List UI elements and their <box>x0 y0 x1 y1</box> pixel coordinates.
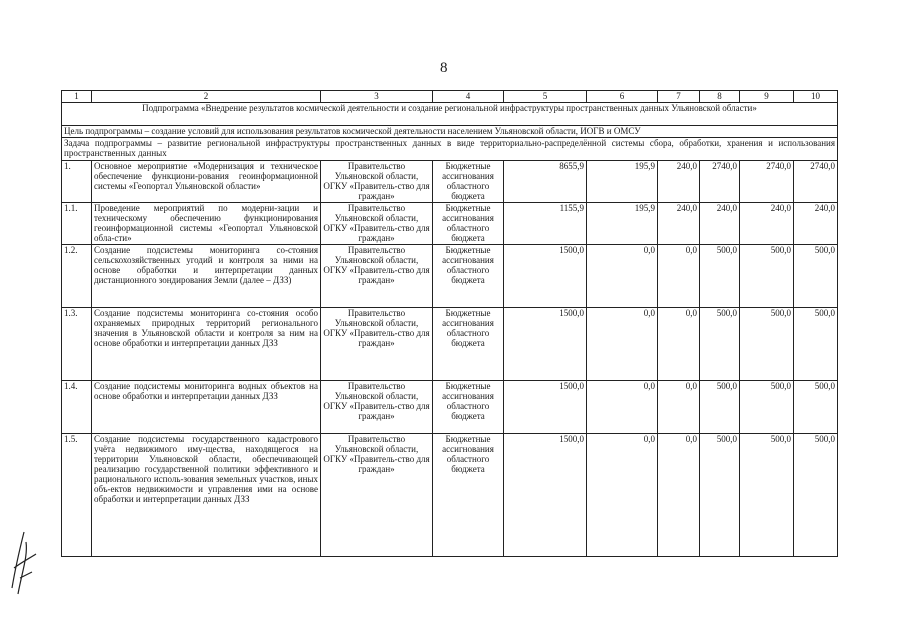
cell-num: 1.2. <box>62 245 92 308</box>
cell-executor: Правительство Ульяновской области, ОГКУ «Правитель-ство для граждан» <box>321 381 433 434</box>
cell-y2: 0,0 <box>658 381 700 434</box>
subprogram-goal: Цель подпрограммы – создание условий для использования результатов космической деятельности населением Ульяновской области, ИОГВ и ОМСУ <box>62 126 838 138</box>
cell-y5: 500,0 <box>794 434 838 557</box>
page-number: 8 <box>440 60 448 76</box>
cell-num: 1. <box>62 161 92 203</box>
cell-y1: 195,9 <box>587 203 658 245</box>
cell-y5: 500,0 <box>794 245 838 308</box>
col-header: 5 <box>504 91 587 103</box>
col-header: 2 <box>92 91 321 103</box>
cell-y2: 0,0 <box>658 434 700 557</box>
cell-num: 1.5. <box>62 434 92 557</box>
cell-executor: Правительство Ульяновской области, ОГКУ «Правитель-ство для граждан» <box>321 245 433 308</box>
cell-y4: 240,0 <box>740 203 794 245</box>
budget-table <box>61 90 838 557</box>
cell-executor: Правительство Ульяновской области, ОГКУ «Правитель-ство для граждан» <box>321 308 433 381</box>
col-header: 9 <box>740 91 794 103</box>
cell-y5: 500,0 <box>794 381 838 434</box>
cell-y1: 0,0 <box>587 381 658 434</box>
col-header: 4 <box>433 91 504 103</box>
cell-y2: 0,0 <box>658 308 700 381</box>
cell-num: 1.3. <box>62 308 92 381</box>
table-row <box>62 161 838 203</box>
col-header: 1 <box>62 91 92 103</box>
cell-total: 8655,9 <box>504 161 587 203</box>
cell-source: Бюджетные ассигнования областного бюджета <box>433 203 504 245</box>
handwritten-signature <box>6 528 42 600</box>
cell-source: Бюджетные ассигнования областного бюджета <box>433 245 504 308</box>
cell-name: Основное мероприятие «Модернизация и техническое обеспечение функциони-рования геоинформационной системы «Геопортал Ульяновской области» <box>92 161 321 203</box>
cell-y2: 0,0 <box>658 245 700 308</box>
cell-y1: 195,9 <box>587 161 658 203</box>
table-row <box>62 203 838 245</box>
cell-executor: Правительство Ульяновской области, ОГКУ «Правитель-ство для граждан» <box>321 203 433 245</box>
cell-total: 1500,0 <box>504 434 587 557</box>
cell-y4: 500,0 <box>740 245 794 308</box>
cell-executor: Правительство Ульяновской области, ОГКУ «Правитель-ство для граждан» <box>321 161 433 203</box>
cell-name: Создание подсистемы мониторинга водных объектов на основе обработки и интерпретации данных ДЗЗ <box>92 381 321 434</box>
table-row <box>62 308 838 381</box>
cell-y1: 0,0 <box>587 308 658 381</box>
table-row <box>62 245 838 308</box>
cell-y5: 240,0 <box>794 203 838 245</box>
cell-source: Бюджетные ассигнования областного бюджета <box>433 381 504 434</box>
col-header: 8 <box>700 91 740 103</box>
cell-name: Проведение мероприятий по модерни-зации и техническому обеспечению функционирования геоинформационной системы «Геопортал Ульяновской обла-сти» <box>92 203 321 245</box>
cell-source: Бюджетные ассигнования областного бюджета <box>433 434 504 557</box>
col-header: 7 <box>658 91 700 103</box>
cell-name: Создание подсистемы мониторинга со-стояния особо охраняемых природных территорий регионального значения в Ульяновской области и контроля за ним на основе обработки и интерпретации данных ДЗЗ <box>92 308 321 381</box>
cell-y4: 500,0 <box>740 308 794 381</box>
cell-source: Бюджетные ассигнования областного бюджета <box>433 161 504 203</box>
col-header: 6 <box>587 91 658 103</box>
cell-y1: 0,0 <box>587 245 658 308</box>
cell-name: Создание подсистемы мониторинга со-стояния сельскохозяйственных угодий и контроля за ними на основе обработки и интерпретации данных дистанционного зондирования Земли (далее – ДЗЗ) <box>92 245 321 308</box>
cell-y4: 500,0 <box>740 381 794 434</box>
table-row <box>62 381 838 434</box>
cell-y2: 240,0 <box>658 161 700 203</box>
cell-y5: 2740,0 <box>794 161 838 203</box>
cell-total: 1500,0 <box>504 308 587 381</box>
cell-y5: 500,0 <box>794 308 838 381</box>
subprogram-task: Задача подпрограммы – развитие региональной инфраструктуры пространственных данных в виде территориально-распределённой системы сбора, обработки, хранения и использования пространственных данных <box>62 138 838 161</box>
cell-y3: 500,0 <box>700 308 740 381</box>
column-header-row <box>62 91 838 103</box>
cell-y3: 2740,0 <box>700 161 740 203</box>
col-header: 10 <box>794 91 838 103</box>
cell-total: 1500,0 <box>504 381 587 434</box>
cell-y4: 500,0 <box>740 434 794 557</box>
cell-y3: 240,0 <box>700 203 740 245</box>
cell-y3: 500,0 <box>700 381 740 434</box>
cell-y1: 0,0 <box>587 434 658 557</box>
cell-y2: 240,0 <box>658 203 700 245</box>
cell-y3: 500,0 <box>700 434 740 557</box>
cell-y3: 500,0 <box>700 245 740 308</box>
subprogram-title: Подпрограмма «Внедрение результатов космической деятельности и создание региональной инфраструктуры пространственных данных Ульяновской области» <box>62 103 838 126</box>
cell-executor: Правительство Ульяновской области, ОГКУ «Правитель-ство для граждан» <box>321 434 433 557</box>
table-row <box>62 434 838 557</box>
cell-num: 1.1. <box>62 203 92 245</box>
cell-num: 1.4. <box>62 381 92 434</box>
cell-y4: 2740,0 <box>740 161 794 203</box>
cell-total: 1155,9 <box>504 203 587 245</box>
cell-source: Бюджетные ассигнования областного бюджета <box>433 308 504 381</box>
col-header: 3 <box>321 91 433 103</box>
cell-total: 1500,0 <box>504 245 587 308</box>
cell-name: Создание подсистемы государственного кадастрового учёта недвижимого иму-щества, находящегося на территории Ульяновской области, обеспечивающей реализацию государственной политики эффективного и рационального исполь-зования земельных участков, иных объ-ектов недвижимости и управления ими на основе обработки и интерпретации данных ДЗЗ <box>92 434 321 557</box>
